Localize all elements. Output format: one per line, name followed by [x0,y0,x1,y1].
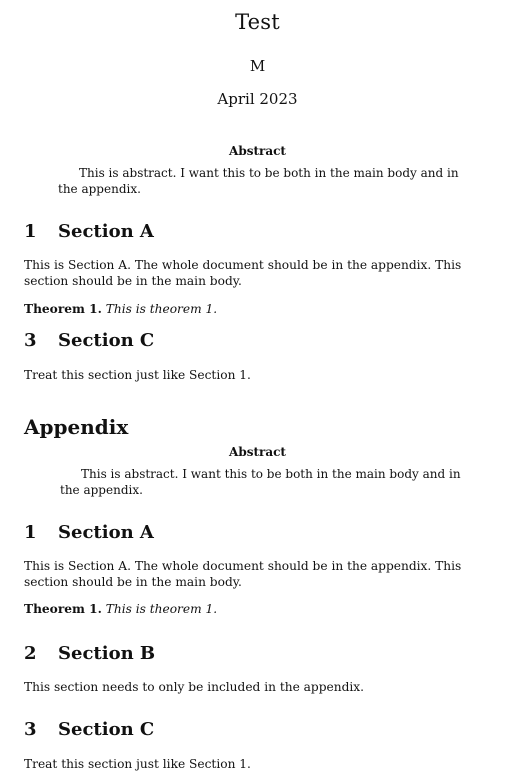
section-number: 1 [24,522,37,543]
section-heading-c [24,330,154,351]
document-date: April 2023 [217,90,298,108]
abstract-text [58,165,470,197]
abstract-text [60,466,472,498]
abstract-text-content: This is abstract. I want this to be both in the main body and in the appendix. [60,467,461,497]
section-heading-a [24,522,154,543]
theorem [24,602,217,616]
section-paragraph: This is Section A. The whole document should be in the appendix. This section should be in the main body. [24,559,462,589]
section-number: 1 [24,221,37,242]
section-paragraph: This section needs to only be included in the appendix. [24,680,365,694]
section-number: 3 [24,719,37,740]
theorem [24,302,217,316]
section-number: 2 [24,643,37,664]
section-heading-c [24,719,154,740]
abstract-heading: Abstract [229,144,286,158]
appendix-heading: Appendix [24,415,129,439]
abstract-heading: Abstract [229,445,286,459]
section-title: Section A [58,221,154,242]
abstract-text-content: This is abstract. I want this to be both in the main body and in the appendix. [58,166,459,196]
theorem-text: This is theorem 1. [105,302,218,316]
document-author: M [249,57,266,75]
section-title: Section C [58,719,155,740]
section-title: Section A [58,522,154,543]
theorem-label: Theorem 1. [24,302,102,316]
document-title: Test [235,10,280,34]
section-title: Section C [58,330,155,351]
section-paragraph: Treat this section just like Section 1. [24,368,251,382]
theorem-label: Theorem 1. [24,602,102,616]
section-title: Section B [58,643,156,664]
section-paragraph: This is Section A. The whole document should be in the appendix. This section should be in the main body. [24,258,462,288]
section-paragraph: Treat this section just like Section 1. [24,757,251,771]
theorem-text: This is theorem 1. [105,602,218,616]
section-heading-a [24,221,154,242]
section-heading-b [24,643,155,664]
section-number: 3 [24,330,37,351]
